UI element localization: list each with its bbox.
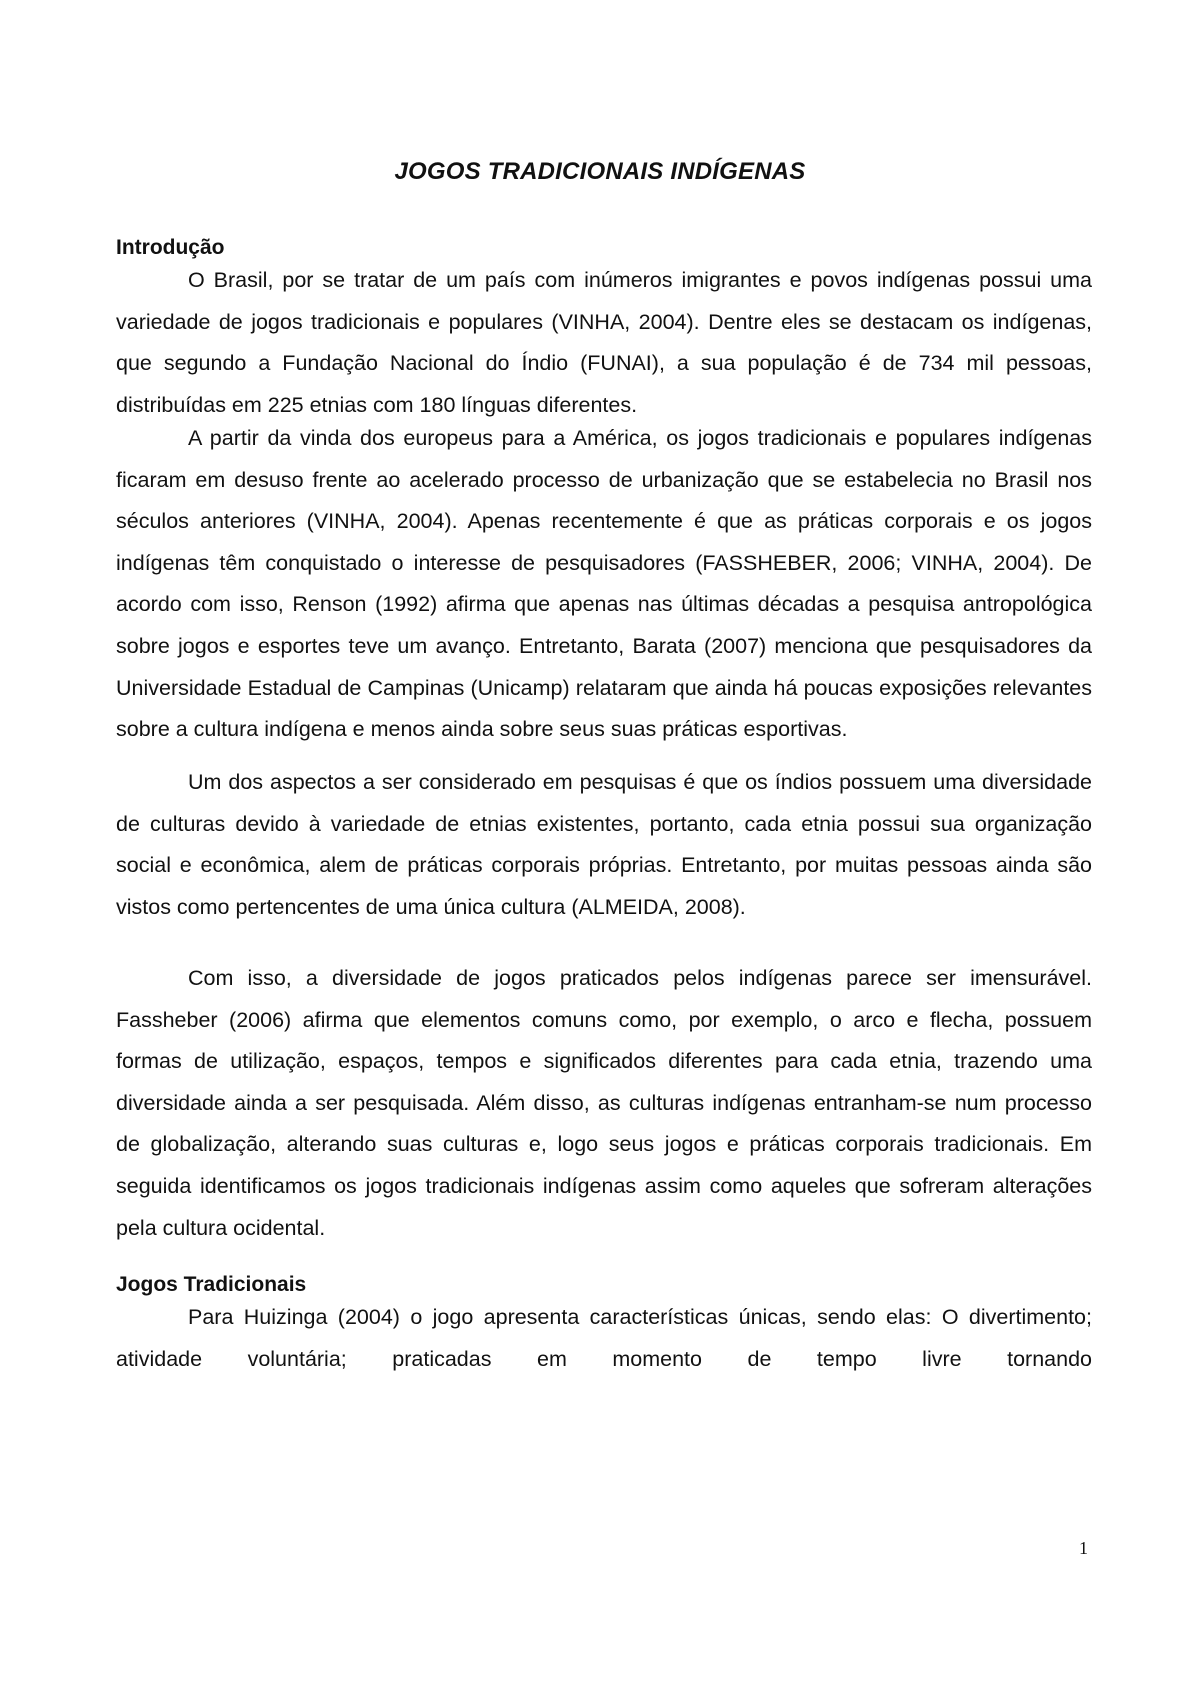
section-heading-jogos-tradicionais: Jogos Tradicionais [116,1273,307,1296]
document-title: JOGOS TRADICIONAIS INDÍGENAS [394,158,806,185]
paragraph: Com isso, a diversidade de jogos praticados pelos indígenas parece ser imensurável. Fassheber (2006) afirma que elementos comuns como, por exemplo, o arco e flecha, possuem formas de utilização, espaços, tempos e significados diferentes para cada etnia, trazendo uma diversidade ainda a ser pesquisada. Além disso, as culturas indígenas entranham-se num processo de globalização, alterando suas culturas e, logo seus jogos e práticas corporais tradicionais. Em seguida identificamos os jogos tradicionais indígenas assim como aqueles que sofreram alterações pela cultura ocidental. [116,966,1092,1240]
page-number: 1 [1079,1538,1088,1558]
paragraph: A partir da vinda dos europeus para a América, os jogos tradicionais e populares indígenas ficaram em desuso frente ao acelerado processo de urbanização que se estabelecia no Brasil nos séculos anteriores (VINHA, 2004). Apenas recentemente é que as práticas corporais e os jogos indígenas têm conquistado o interesse de pesquisadores (FASSHEBER, 2006; VINHA, 2004). De acordo com isso, Renson (1992) afirma que apenas nas últimas décadas a pesquisa antropológica sobre jogos e esportes teve um avanço. Entretanto, Barata (2007) menciona que pesquisadores da Universidade Estadual de Campinas (Unicamp) relataram que ainda há poucas exposições relevantes sobre a cultura indígena e menos ainda sobre seus suas práticas esportivas. [116,426,1092,742]
paragraph: O Brasil, por se tratar de um país com inúmeros imigrantes e povos indígenas possui uma variedade de jogos tradicionais e populares (VINHA, 2004). Dentre eles se destacam os indígenas, que segundo a Fundação Nacional do Índio (FUNAI), a sua população é de 734 mil pessoas, distribuídas em 225 etnias com 180 línguas diferentes. [116,268,1092,417]
section-heading-introducao: Introdução [116,236,225,259]
paragraph: Para Huizinga (2004) o jogo apresenta características únicas, sendo elas: O divertimento; atividade voluntária; praticadas em momento de tempo livre tornando [116,1305,1092,1371]
paragraph: Um dos aspectos a ser considerado em pesquisas é que os índios possuem uma diversidade de culturas devido à variedade de etnias existentes, portanto, cada etnia possui sua organização social e econômica, alem de práticas corporais próprias. Entretanto, por muitas pessoas ainda são vistos como pertencentes de uma única cultura (ALMEIDA, 2008). [116,770,1092,919]
